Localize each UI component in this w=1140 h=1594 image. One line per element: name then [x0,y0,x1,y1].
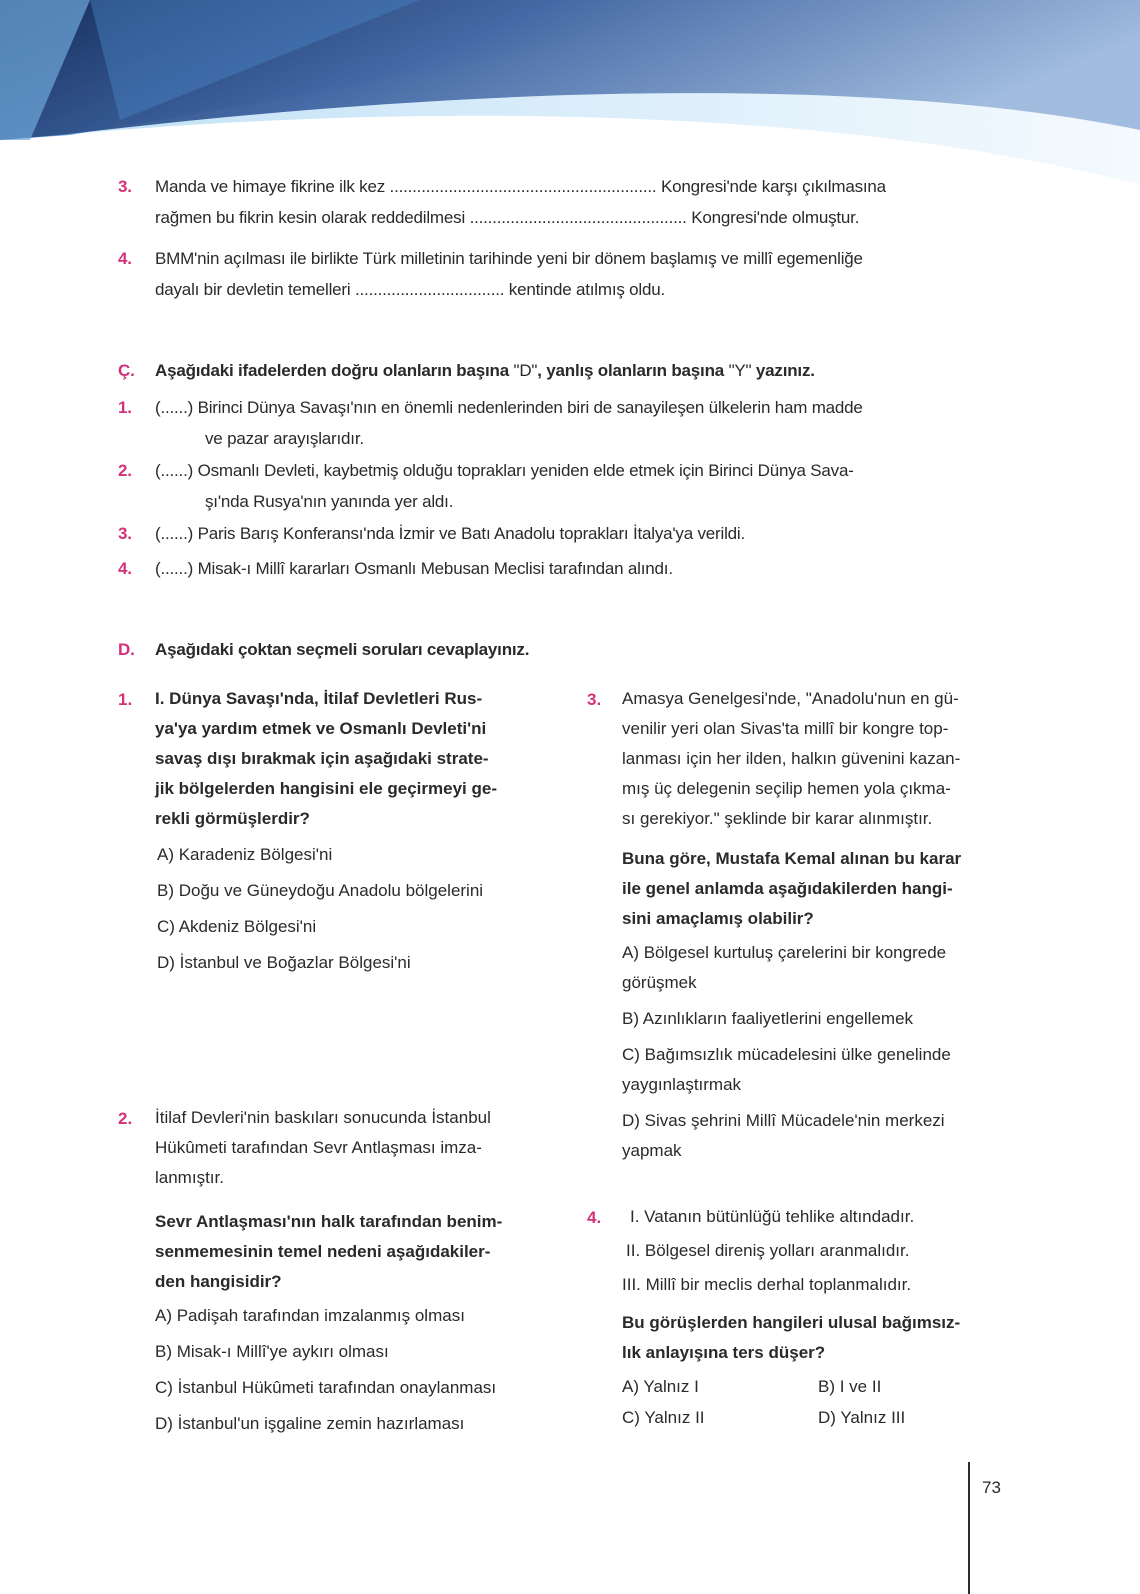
option-a[interactable]: A) Yalnız I [622,1377,699,1396]
stem-line: jik bölgelerden hangisini ele geçirmeyi ge- [155,779,497,798]
statement: Osmanlı Devleti, kaybetmiş olduğu toprakları yeniden elde etmek için Birinci Dünya Sava- [197,461,854,480]
tf-item-1 [155,392,1025,454]
stem-line: Bu görüşlerden hangileri ulusal bağımsız- [622,1313,961,1332]
section-letter: Ç. [118,361,135,380]
text: rağmen bu fikrin kesin olarak reddedilmesi [155,208,466,227]
question-4 [622,1202,1022,1434]
stem-line: senmemesinin temel nedeni aşağıdakiler- [155,1242,491,1261]
statement: Misak-ı Millî kararları Osmanlı Mebusan Meclisi tarafından alındı. [197,559,673,578]
section-c-letter [118,355,135,386]
statement-line: II. Bölgesel direniş yolları aranmalıdır. [626,1241,910,1260]
question-3-number [587,690,601,710]
text: Kongresi'nde karşı çıkılmasına [660,177,886,196]
fill-blank-item-3-text [155,171,1015,233]
stem-line: I. Dünya Savaşı'nda, İtilaf Devletleri Rus- [155,689,483,708]
statement-cont: ve pazar arayışlarıdır. [205,429,364,448]
question-2-number [118,1109,132,1129]
tf-item-2-number [118,455,132,486]
statement: Birinci Dünya Savaşı'nın en önemli nedenlerinden biri de sanayileşen ülkelerin ham madde [197,398,863,417]
option-line: görüşmek [622,973,697,992]
question-number: 1. [118,690,133,709]
question-stem [622,844,1022,934]
item-number: 2. [118,461,132,480]
question-1-number [118,690,132,710]
item-number: 4. [118,249,132,268]
section-d-letter [118,634,135,665]
option-b[interactable] [622,1004,1022,1034]
option-a[interactable] [622,938,1022,998]
statement-line: I. Vatanın bütünlüğü tehlike altındadır. [630,1207,915,1226]
statement-cont: şı'nda Rusya'nın yanında yer aldı. [205,492,454,511]
section-c-instruction [155,355,1035,386]
stem-line: rekli görmüşlerdir? [155,809,310,828]
tf-item-1-number [118,392,132,423]
stem-line: lık anlayışına ters düşer? [622,1343,826,1362]
stem-line: Sevr Antlaşması'nın halk tarafından benim- [155,1212,503,1231]
option-a[interactable]: A) Padişah tarafından imzalanmış olması [155,1306,465,1325]
context-line: lanmıştır. [155,1168,224,1187]
stem-line: savaş dışı bırakmak için aşağıdaki strate- [155,749,489,768]
statement-line: III. Millî bir meclis derhal toplanmalıdır. [622,1275,912,1294]
section-letter: D. [118,640,135,659]
question-number: 3. [587,690,602,709]
stem-line: den hangisidir? [155,1272,282,1291]
option-d[interactable]: D) İstanbul'un işgaline zemin hazırlaması [155,1414,465,1433]
text: BMM'nin açılması ile birlikte Türk milletinin tarihinde yeni bir dönem başlamış ve millî egemenliğe [155,249,863,268]
context-line: venilir yeri olan Sivas'ta millî bir kongre top- [622,719,949,738]
item-number: 3. [118,177,132,196]
blank-dots[interactable]: ................................. [355,280,505,299]
option-b[interactable]: B) Doğu ve Güneydoğu Anadolu bölgelerini [157,881,484,900]
page-number-divider [968,1462,970,1594]
context-line: Amasya Genelgesi'nde, "Anadolu'nun en gü- [622,689,959,708]
option-d[interactable]: D) Yalnız III [818,1408,906,1427]
question-2 [155,1103,565,1439]
blank-dots[interactable]: ........................................................... [389,177,657,196]
option-b[interactable]: B) Misak-ı Millî'ye aykırı olması [155,1342,389,1361]
question-3 [622,684,1022,1166]
answer-blank[interactable]: (......) [155,524,194,543]
text: kentinde atılmış oldu. [508,280,666,299]
question-number: 4. [587,1208,602,1227]
option-line: B) Azınlıkların faaliyetlerini engellemek [622,1009,914,1028]
instruction-d: "D" [513,361,538,380]
option-line: A) Bölgesel kurtuluş çarelerini bir kongrede [622,943,947,962]
instruction-text: yazınız. [755,361,815,380]
option-c[interactable]: C) Akdeniz Bölgesi'ni [157,917,317,936]
option-b[interactable]: B) I ve II [818,1377,882,1396]
option-a[interactable]: A) Karadeniz Bölgesi'ni [157,845,333,864]
tf-item-2 [155,455,1025,517]
context-line: sı gerekiyor." şeklinde bir karar alınmıştır. [622,809,933,828]
context-line: Hükûmeti tarafından Sevr Antlaşması imza- [155,1138,482,1157]
option-c[interactable]: C) İstanbul Hükûmeti tarafından onaylanması [155,1378,497,1397]
question-context [622,684,1022,834]
context-line: İtilaf Devleri'nin baskıları sonucunda İstanbul [155,1108,491,1127]
option-line: yaygınlaştırmak [622,1075,742,1094]
question-4-number [587,1208,601,1228]
option-d[interactable] [622,1106,1022,1166]
item-number: 3. [118,524,132,543]
tf-item-4 [155,553,1025,584]
fill-blank-item-4 [118,243,132,274]
answer-blank[interactable]: (......) [155,559,194,578]
instruction-text: Aşağıdaki ifadelerden doğru olanların başına [155,361,509,380]
tf-item-3 [155,518,1025,549]
text: dayalı bir devletin temelleri [155,280,351,299]
context-line: mış üç delegenin seçilip hemen yola çıkma- [622,779,951,798]
tf-item-3-number [118,518,132,549]
option-d[interactable]: D) İstanbul ve Boğazlar Bölgesi'ni [157,953,411,972]
answer-blank[interactable]: (......) [155,461,194,480]
fill-blank-item-3 [118,171,132,202]
instruction-y: "Y" [728,361,752,380]
stem-line: Buna göre, Mustafa Kemal alınan bu karar [622,849,962,868]
fill-blank-item-4-text [155,243,1025,305]
page-number: 73 [982,1478,1001,1497]
question-statements [622,1202,1022,1300]
instruction-text: , yanlış olanların başına [537,361,725,380]
blank-dots[interactable]: ................................................ [469,208,687,227]
stem-line: sini amaçlamış olabilir? [622,909,814,928]
option-line: C) Bağımsızlık mücadelesini ülke genelinde [622,1045,951,1064]
statement: Paris Barış Konferansı'nda İzmir ve Batı Anadolu toprakları İtalya'ya verildi. [197,524,746,543]
option-line: D) Sivas şehrini Millî Mücadele'nin merkezi [622,1111,945,1130]
question-stem [622,1308,1022,1368]
question-number: 2. [118,1109,133,1128]
context-line: lanması için her ilden, halkın güvenini kazan- [622,749,961,768]
question-stem [155,684,565,834]
item-number: 4. [118,559,132,578]
item-number: 1. [118,398,132,417]
option-c[interactable] [622,1040,1022,1100]
section-d-instruction: Aşağıdaki çoktan seçmeli soruları cevaplayınız. [155,640,530,659]
text: Kongresi'nde olmuştur. [691,208,860,227]
option-line: yapmak [622,1141,682,1160]
text: Manda ve himaye fikrine ilk kez [155,177,386,196]
question-1 [155,684,565,978]
option-c[interactable]: C) Yalnız II [622,1408,705,1427]
tf-item-4-number [118,553,132,584]
stem-line: ile genel anlamda aşağıdakilerden hangi- [622,879,953,898]
question-context [155,1103,565,1193]
answer-blank[interactable]: (......) [155,398,194,417]
question-stem [155,1207,565,1297]
stem-line: ya'ya yardım etmek ve Osmanlı Devleti'ni [155,719,487,738]
